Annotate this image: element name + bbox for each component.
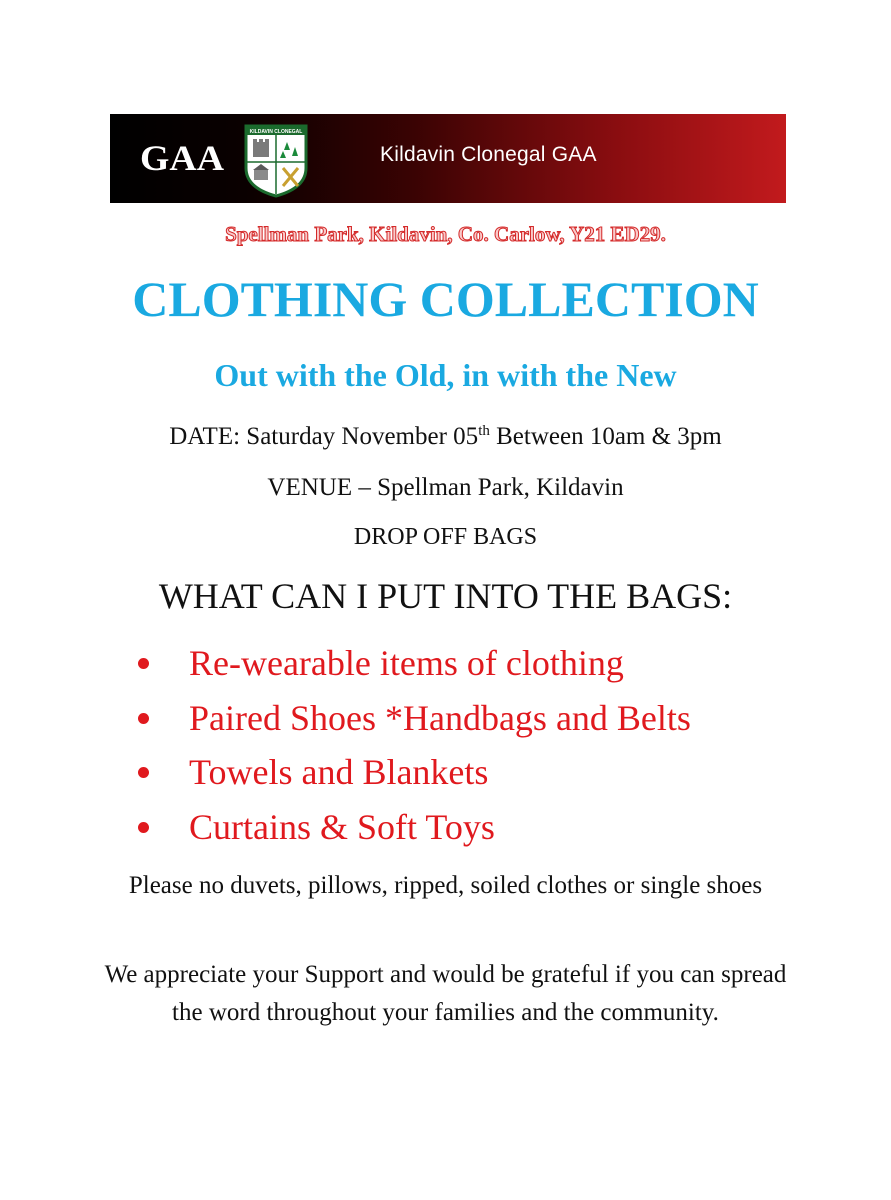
bullet-icon: [138, 658, 149, 669]
event-venue: VENUE – Spellman Park, Kildavin: [267, 474, 624, 501]
page-title: CLOTHING COLLECTION: [132, 271, 759, 327]
exclusions-note: Please no duvets, pillows, ripped, soiled clothes or single shoes: [128, 872, 763, 899]
gaa-logo: [140, 138, 226, 178]
event-date-ordinal: th: [478, 423, 490, 439]
club-banner: [110, 114, 786, 203]
thanks-message: We appreciate your Support and would be grateful if you can spread the word throughout your families and the community.: [104, 961, 787, 1026]
event-date: [0, 423, 891, 451]
event-date-time: Between 10am & 3pm: [489, 423, 722, 450]
bullet-icon: [138, 767, 149, 778]
bullet-icon: [138, 713, 149, 724]
drop-off-heading: DROP OFF BAGS: [353, 524, 538, 550]
gaa-logo-text: GAA: [140, 138, 224, 178]
club-crest: [242, 120, 310, 198]
bullet-icon: [138, 822, 149, 833]
crest-text: KILDAVIN CLONEGAL: [249, 129, 303, 135]
list-item-text: Re-wearable items of clothing: [189, 643, 624, 683]
list-item-text: Paired Shoes *Handbags and Belts: [189, 697, 691, 738]
subtitle: Out with the Old, in with the New: [214, 357, 677, 393]
club-name: Kildavin Clonegal GAA: [380, 143, 597, 166]
event-date-prefix: DATE: Saturday November 05: [169, 423, 479, 450]
list-item-text: Curtains & Soft Toys: [189, 806, 495, 847]
list-item-text: Towels and Blankets: [189, 752, 489, 792]
venue-address: Spellman Park, Kildavin, Co. Carlow, Y21 ED29.: [225, 222, 666, 246]
items-question: WHAT CAN I PUT INTO THE BAGS:: [158, 576, 733, 616]
